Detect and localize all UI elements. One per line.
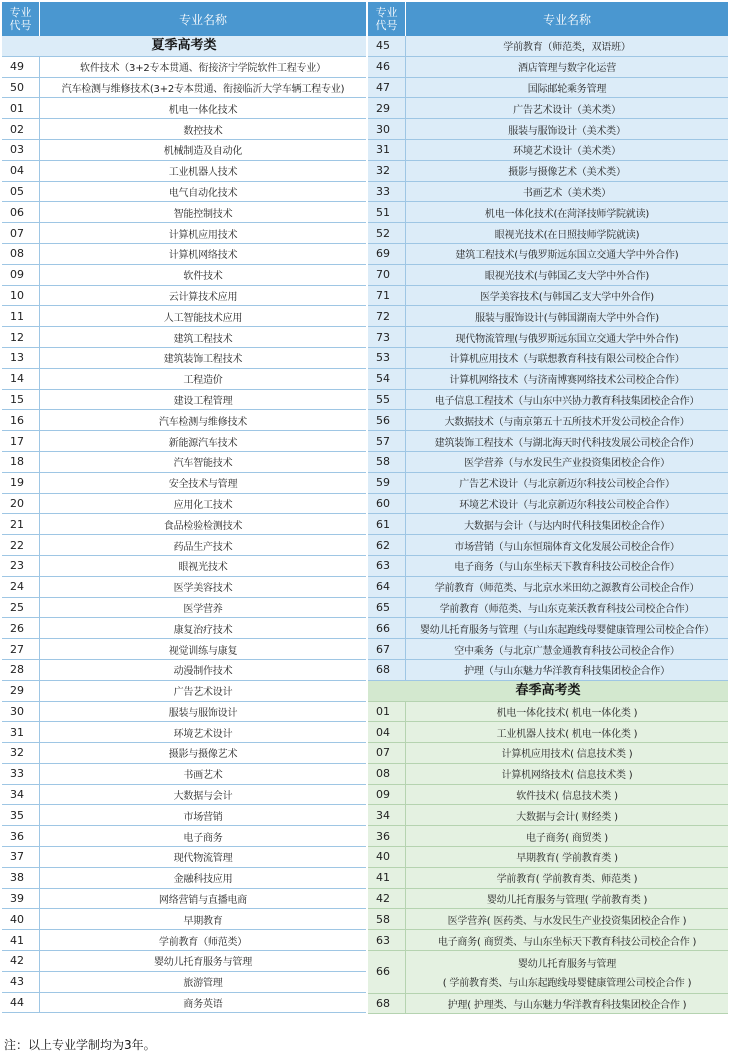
name-cell: 服装与服饰设计（美术类）: [508, 125, 626, 137]
table-row: [368, 660, 728, 681]
name-cell: 软件技术( 信息技术类 ): [516, 791, 618, 803]
table-row: [368, 306, 728, 327]
table-row: [368, 598, 728, 619]
name-cell: 医学美容技术(与韩国乙支大学中外合作): [479, 291, 654, 303]
right-table: [368, 2, 728, 1014]
name-cell: 医学营养( 医药类、与水发民生产业投资集团校企合作 ): [447, 915, 687, 927]
table-row: [368, 702, 728, 723]
code-cell: 20: [2, 494, 40, 514]
name-cell: 食品检验检测技术: [163, 520, 243, 532]
name-cell: 学前教育（师范类、与北京水米田幼之源教育公司校企合作）: [434, 583, 700, 595]
name-cell: 摄影与摄像艺术: [168, 749, 238, 761]
right-rows-spring: [368, 702, 728, 952]
left-table: [2, 2, 366, 1013]
code-cell: 56: [368, 410, 406, 430]
table-row: [2, 535, 366, 556]
code-cell: 12: [2, 327, 40, 347]
code-cell: 30: [2, 702, 40, 722]
table-row: [2, 618, 366, 639]
code-cell: 34: [368, 805, 406, 825]
name-cell: 金融科技应用: [173, 874, 233, 886]
code-cell: 27: [2, 639, 40, 659]
name-cell: 酒店管理与数字化运营: [518, 63, 616, 75]
name-cell: 机电一体化技术(在菏泽技师学院就读): [484, 208, 650, 220]
name-cell: 市场营销: [183, 811, 223, 823]
table-row: [368, 805, 728, 826]
name-cell: 商务英语: [183, 999, 223, 1011]
name-cell: 工业机器人技术: [168, 167, 238, 179]
code-cell: 55: [368, 390, 406, 410]
name-cell: 软件技术: [183, 271, 223, 283]
code-cell: 66: [368, 618, 406, 638]
name-cell: 机电一体化技术: [168, 104, 238, 116]
name-cell: 服装与服饰设计: [168, 707, 238, 719]
table-row: [2, 410, 366, 431]
name-cell: 市场营销（与山东恒瑞体育文化发展公司校企合作）: [454, 541, 680, 553]
code-cell: 33: [2, 764, 40, 784]
table-row: [368, 909, 728, 930]
section-spring: [368, 681, 728, 702]
name-cell: 现代物流管理: [173, 853, 233, 865]
header-code-line1: 专业: [375, 6, 398, 19]
name-cell: 眼视光技术(与韩国乙支大学中外合作): [484, 271, 650, 283]
table-row: [368, 327, 728, 348]
code-cell: 29: [2, 681, 40, 701]
name-cell: 服装与服饰设计(与韩国湖南大学中外合作): [475, 312, 659, 324]
name-cell: 康复治疗技术: [173, 624, 233, 636]
table-row: [368, 826, 728, 847]
code-cell: 61: [368, 514, 406, 534]
table-row: [368, 244, 728, 265]
name-cell: 大数据与会计（与达内时代科技集团校企合作）: [464, 520, 670, 532]
table-row: [368, 140, 728, 161]
code-cell: 43: [2, 972, 40, 992]
name-cell: 早期教育: [183, 915, 223, 927]
code-cell: 09: [368, 785, 406, 805]
header-name-cell: 专业名称: [178, 12, 227, 27]
name-cell: 人工智能技术应用: [163, 312, 243, 324]
table-row: [368, 119, 728, 140]
name-cell: 学前教育（师范类、与山东克莱沃教育科技公司校企合作）: [439, 603, 695, 615]
table-row: [2, 431, 366, 452]
code-cell: 17: [2, 431, 40, 451]
left-rows: [2, 57, 366, 1014]
table-row: [368, 868, 728, 889]
name-cell: 学前教育（师范类，双语班）: [503, 42, 631, 54]
code-cell: 07: [368, 743, 406, 763]
code-cell: 44: [2, 993, 40, 1013]
code-cell: 50: [2, 78, 40, 98]
code-cell: 08: [368, 764, 406, 784]
table-row: [2, 223, 366, 244]
table-row: [368, 390, 728, 411]
section-summer: [2, 36, 366, 57]
name-cell: 建筑装饰工程技术（与湖北海天时代科技发展公司校企合作）: [434, 437, 700, 449]
code-cell: 04: [2, 161, 40, 181]
code-cell: 22: [2, 535, 40, 555]
table-row: [368, 57, 728, 78]
table-row: [2, 785, 366, 806]
code-cell: 47: [368, 78, 406, 98]
table-row: [2, 369, 366, 390]
name-line1: 婴幼儿托育服务与管理: [518, 958, 616, 970]
table-row: [368, 722, 728, 743]
name-cell: 药品生产技术: [173, 541, 233, 553]
name-cell: 大数据技术（与南京第五十五所技术开发公司校企合作）: [444, 416, 690, 428]
table-row: [2, 390, 366, 411]
table-row: [368, 639, 728, 660]
table-row: [2, 826, 366, 847]
table-row: [2, 909, 366, 930]
name-cell: 广告艺术设计（美术类）: [513, 104, 621, 116]
name-cell: 机电一体化技术( 机电一体化类 ): [496, 707, 638, 719]
name-cell: 广告艺术设计: [173, 687, 233, 699]
code-cell: 35: [2, 805, 40, 825]
table-row: [368, 369, 728, 390]
code-cell: 23: [2, 556, 40, 576]
name-cell: [406, 951, 728, 993]
code-cell: 41: [2, 930, 40, 950]
name-cell: 国际邮轮乘务管理: [527, 83, 607, 95]
code-cell: 64: [368, 577, 406, 597]
name-cell: 摄影与摄像艺术（美术类）: [508, 167, 626, 179]
header-code-cell: [2, 2, 40, 36]
name-cell: 动漫制作技术: [173, 666, 233, 678]
name-line2: ( 学前教育类、与山东起跑线母婴健康管理公司校企合作 ): [442, 977, 692, 989]
name-cell: 建筑工程技术: [173, 333, 233, 345]
name-cell: 电子商务: [183, 832, 223, 844]
table-row: [2, 764, 366, 785]
code-cell: 51: [368, 202, 406, 222]
name-cell: 云计算技术应用: [168, 291, 238, 303]
header-code-line2: 代号: [375, 19, 398, 32]
code-cell: 57: [368, 431, 406, 451]
name-cell: 电子商务（与山东坐标天下教育科技公司校企合作）: [454, 562, 680, 574]
name-cell: 建筑装饰工程技术: [163, 354, 243, 366]
table-row: [2, 202, 366, 223]
left-table-header: [2, 2, 366, 36]
name-cell: 婴幼儿托育服务与管理（与山东起跑线母婴健康管理公司校企合作）: [420, 624, 714, 636]
table-row: [2, 473, 366, 494]
table-row: [368, 994, 728, 1015]
table-row: [2, 660, 366, 681]
table-row: [368, 535, 728, 556]
code-cell: 15: [2, 390, 40, 410]
name-cell: 网络营销与直播电商: [158, 895, 248, 907]
table-row: [2, 972, 366, 993]
code-cell: 73: [368, 327, 406, 347]
table-row: [368, 514, 728, 535]
name-cell: 书画艺术: [183, 770, 223, 782]
table-row: [2, 348, 366, 369]
code-cell: 07: [2, 223, 40, 243]
name-cell: 机械制造及自动化: [163, 146, 243, 158]
code-cell: 42: [2, 951, 40, 971]
table-row: [368, 36, 728, 57]
name-cell: 学前教育( 学前教育类、师范类 ): [496, 874, 638, 886]
name-cell: 新能源汽车技术: [168, 437, 238, 449]
table-row: [2, 78, 366, 99]
name-cell: 护理( 护理类、与山东魅力华洋教育科技集团校企合作 ): [447, 1000, 687, 1012]
code-cell: 08: [2, 244, 40, 264]
table-row: [2, 702, 366, 723]
name-cell: 计算机网络技术( 信息技术类 ): [501, 770, 633, 782]
name-cell: 医学美容技术: [173, 583, 233, 595]
name-cell: 大数据与会计: [173, 791, 233, 803]
footnote: 注：以上专业学制均为3年。: [4, 1038, 156, 1052]
table-row: [2, 57, 366, 78]
table-row: [368, 202, 728, 223]
name-cell: 眼视光技术: [178, 562, 228, 574]
code-cell: 05: [2, 182, 40, 202]
name-cell: 软件技术（3+2专本贯通、衔接济宁学院软件工程专业）: [80, 63, 326, 75]
table-row: [368, 847, 728, 868]
table-row: [2, 889, 366, 910]
code-cell: 39: [2, 889, 40, 909]
section-title: 夏季高考类: [151, 38, 217, 53]
name-cell: 汽车检测与维修技术(3+2专本贯通、衔接临沂大学车辆工程专业): [61, 83, 345, 95]
table-row: [368, 286, 728, 307]
table-row: [368, 577, 728, 598]
header-code-line2: 代号: [9, 19, 32, 32]
code-cell: 28: [2, 660, 40, 680]
code-cell: 45: [368, 36, 406, 56]
name-cell: 电气自动化技术: [168, 187, 238, 199]
table-row: [368, 473, 728, 494]
table-row: [2, 577, 366, 598]
header-code-cell: [368, 2, 406, 36]
code-cell: 24: [2, 577, 40, 597]
code-cell: 58: [368, 909, 406, 929]
table-row: [368, 764, 728, 785]
code-cell: 09: [2, 265, 40, 285]
code-cell: 01: [368, 702, 406, 722]
table-row: [368, 556, 728, 577]
code-cell: 40: [368, 847, 406, 867]
name-cell: 应用化工技术: [173, 499, 233, 511]
code-cell: 53: [368, 348, 406, 368]
code-cell: 18: [2, 452, 40, 472]
table-row: [2, 805, 366, 826]
code-cell: 04: [368, 722, 406, 742]
name-cell: 现代物流管理(与俄罗斯远东国立交通大学中外合作): [455, 333, 679, 345]
code-cell: 65: [368, 598, 406, 618]
table-row: [368, 98, 728, 119]
header-name-cell: 专业名称: [542, 12, 591, 27]
code-cell: 32: [2, 743, 40, 763]
name-cell: 汽车智能技术: [173, 458, 233, 470]
code-cell: 36: [368, 826, 406, 846]
code-cell: 70: [368, 265, 406, 285]
table-row: [368, 618, 728, 639]
code-cell: 69: [368, 244, 406, 264]
table-row: [368, 265, 728, 286]
table-row: [368, 951, 728, 994]
code-cell: 26: [2, 618, 40, 638]
section-title: 春季高考类: [515, 682, 581, 698]
name-cell: 电子商务( 商贸类、与山东坐标天下教育科技公司校企合作 ): [437, 936, 697, 948]
name-cell: 安全技术与管理: [168, 479, 238, 491]
table-row: [2, 514, 366, 535]
code-cell: 66: [368, 951, 406, 993]
right-table-header: [368, 2, 728, 36]
code-cell: 11: [2, 306, 40, 326]
table-row: [368, 223, 728, 244]
name-cell: 广告艺术设计（与北京新迈尔科技公司校企合作）: [459, 479, 675, 491]
code-cell: 37: [2, 847, 40, 867]
name-cell: 建设工程管理: [173, 395, 233, 407]
code-cell: 14: [2, 369, 40, 389]
code-cell: 63: [368, 556, 406, 576]
right-rows-summer: [368, 36, 728, 681]
name-cell: 智能控制技术: [173, 208, 233, 220]
code-cell: 03: [2, 140, 40, 160]
table-row: [2, 930, 366, 951]
table-row: [2, 98, 366, 119]
table-row: [2, 119, 366, 140]
name-cell: 工程造价: [183, 375, 223, 387]
table-row: [368, 410, 728, 431]
code-cell: 67: [368, 639, 406, 659]
table-row: [2, 556, 366, 577]
code-cell: 49: [2, 57, 40, 77]
table-row: [2, 494, 366, 515]
code-cell: 60: [368, 494, 406, 514]
code-cell: 63: [368, 930, 406, 950]
table-row: [2, 452, 366, 473]
code-cell: 30: [368, 119, 406, 139]
code-cell: 41: [368, 868, 406, 888]
table-row: [368, 889, 728, 910]
table-row: [2, 993, 366, 1014]
name-cell: 学前教育（师范类）: [158, 936, 248, 948]
table-row: [2, 327, 366, 348]
name-cell: 视觉训练与康复: [168, 645, 238, 657]
name-cell: 电子商务( 商贸类 ): [526, 832, 608, 844]
table-row: [2, 182, 366, 203]
table-row: [2, 265, 366, 286]
name-cell: 计算机网络技术（与济南博赛网络技术公司校企合作）: [449, 375, 685, 387]
table-row: [2, 244, 366, 265]
code-cell: 16: [2, 410, 40, 430]
name-cell: 医学营养（与水发民生产业投资集团校企合作）: [464, 458, 670, 470]
code-cell: 71: [368, 286, 406, 306]
code-cell: 31: [2, 722, 40, 742]
table-row: [368, 431, 728, 452]
code-cell: 68: [368, 994, 406, 1014]
code-cell: 01: [2, 98, 40, 118]
code-cell: 46: [368, 57, 406, 77]
table-row: [368, 161, 728, 182]
name-cell: 眼视光技术(在日照技师学院就读): [494, 229, 640, 241]
name-cell: 计算机网络技术: [168, 250, 238, 262]
table-row: [368, 182, 728, 203]
table-row: [2, 598, 366, 619]
table-row: [2, 161, 366, 182]
code-cell: 29: [368, 98, 406, 118]
table-row: [2, 681, 366, 702]
table-row: [2, 951, 366, 972]
table-row: [368, 930, 728, 951]
table-row: [368, 348, 728, 369]
code-cell: 33: [368, 182, 406, 202]
name-cell: 工业机器人技术( 机电一体化类 ): [496, 728, 638, 740]
table-row: [368, 494, 728, 515]
code-cell: 42: [368, 889, 406, 909]
name-cell: 旅游管理: [183, 978, 223, 990]
name-cell: 计算机应用技术: [168, 229, 238, 241]
name-cell: 计算机应用技术（与联想教育科技有限公司校企合作）: [449, 354, 685, 366]
name-cell: 汽车检测与维修技术: [158, 416, 248, 428]
name-cell: 婴幼儿托育服务与管理: [154, 957, 252, 969]
name-cell: 书画艺术（美术类）: [522, 187, 612, 199]
code-cell: 52: [368, 223, 406, 243]
table-row: [2, 868, 366, 889]
table-row: [2, 743, 366, 764]
code-cell: 10: [2, 286, 40, 306]
code-cell: 21: [2, 514, 40, 534]
name-cell: 医学营养: [183, 603, 223, 615]
name-cell: 建筑工程技术(与俄罗斯远东国立交通大学中外合作): [455, 250, 679, 262]
code-cell: 13: [2, 348, 40, 368]
name-cell: 婴幼儿托育服务与管理( 学前教育类 ): [486, 895, 648, 907]
name-cell: 空中乘务（与北京广慧金通教育科技公司校企合作）: [454, 645, 680, 657]
code-cell: 68: [368, 660, 406, 680]
code-cell: 54: [368, 369, 406, 389]
table-row: [2, 722, 366, 743]
code-cell: 38: [2, 868, 40, 888]
name-cell: 环境艺术设计（美术类）: [513, 146, 621, 158]
table-row: [368, 743, 728, 764]
name-cell: 环境艺术设计（与北京新迈尔科技公司校企合作）: [459, 499, 675, 511]
code-cell: 62: [368, 535, 406, 555]
name-cell: 大数据与会计( 财经类 ): [516, 811, 618, 823]
code-cell: 06: [2, 202, 40, 222]
code-cell: 58: [368, 452, 406, 472]
table-row: [368, 785, 728, 806]
code-cell: 72: [368, 306, 406, 326]
table-row: [2, 847, 366, 868]
code-cell: 02: [2, 119, 40, 139]
code-cell: 25: [2, 598, 40, 618]
table-row: [2, 140, 366, 161]
code-cell: 32: [368, 161, 406, 181]
code-cell: 59: [368, 473, 406, 493]
name-cell: 环境艺术设计: [173, 728, 233, 740]
table-row: [2, 306, 366, 327]
code-cell: 19: [2, 473, 40, 493]
code-cell: 40: [2, 909, 40, 929]
code-cell: 36: [2, 826, 40, 846]
table-row: [368, 78, 728, 99]
name-cell: 早期教育( 学前教育类 ): [516, 853, 618, 865]
name-cell: 护理（与山东魅力华洋教育科技集团校企合作）: [464, 666, 670, 678]
name-cell: 电子信息工程技术（与山东中兴协力教育科技集团校企合作）: [434, 395, 700, 407]
table-row: [368, 452, 728, 473]
name-cell: 计算机应用技术( 信息技术类 ): [501, 749, 633, 761]
header-code-line1: 专业: [9, 6, 32, 19]
code-cell: 34: [2, 785, 40, 805]
table-row: [2, 639, 366, 660]
table-row: [2, 286, 366, 307]
code-cell: 31: [368, 140, 406, 160]
name-cell: 数控技术: [183, 125, 223, 137]
